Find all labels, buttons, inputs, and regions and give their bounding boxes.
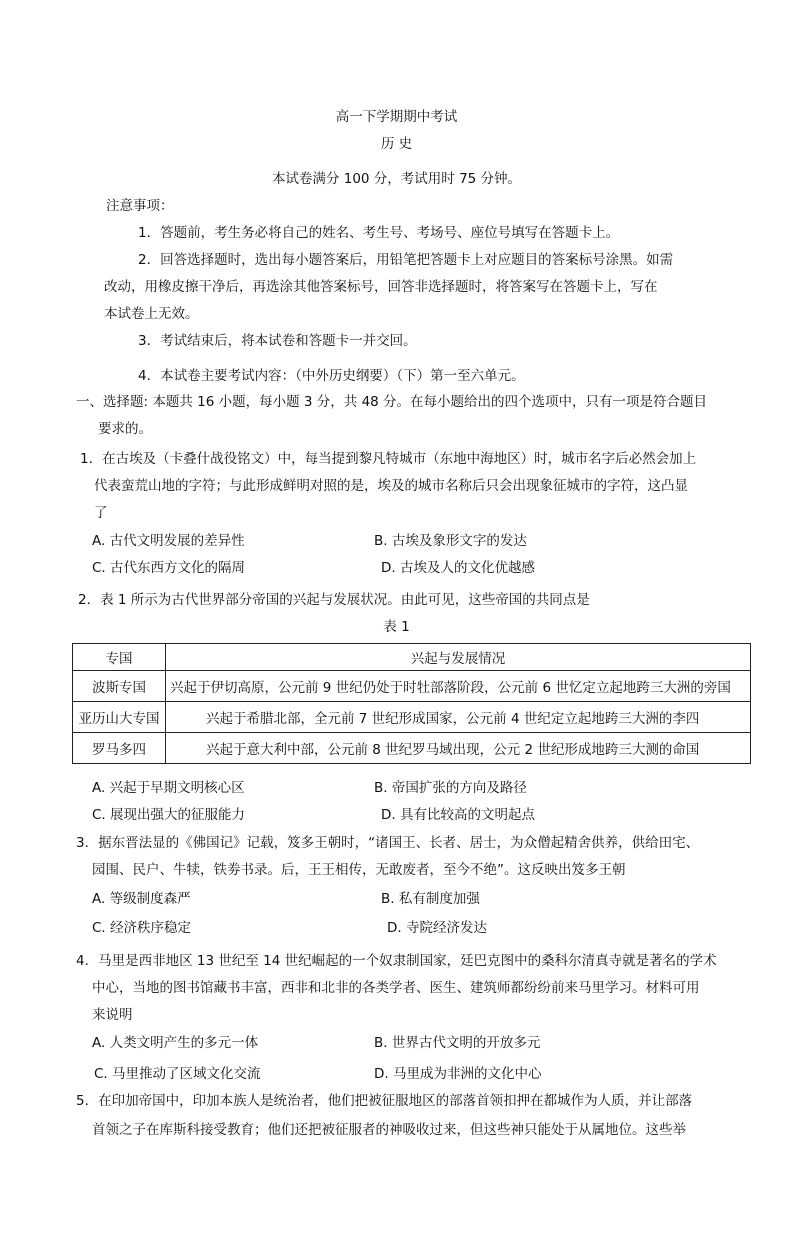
notice-item: 3．考试结束后，将本试卷和答题卡一并交回。 bbox=[138, 333, 417, 349]
exam-info: 本试卷满分 100 分，考试用时 75 分钟。 bbox=[271, 171, 522, 187]
section-heading: 一、选择题: 本题共 16 小题，每小题 3 分，共 48 分。在每小题给出的四个选项中，只有一项是符合题目 bbox=[76, 394, 708, 410]
notice-item: 2．回答选择题时，选出每小题答案后，用铅笔把答题卡上对应题目的答案标号涂黑。如需 bbox=[138, 252, 674, 268]
question-2-option-b: B. 帝国扩张的方向及路径 bbox=[374, 780, 527, 796]
notice-item: 改动，用橡皮擦干净后，再选涂其他答案标号，回答非选择题时，将答案写在答题卡上，写在 bbox=[104, 279, 658, 295]
question-4-text: 来说明 bbox=[92, 1007, 133, 1023]
question-4-text: 中心，当地的图书馆藏书丰富，西非和北非的各类学者、医生、建筑师都纷纷前来马里学习。材料可用 bbox=[92, 980, 700, 996]
question-2-option-a: A. 兴起于早期文明核心区 bbox=[92, 780, 245, 796]
table-header-row bbox=[73, 644, 751, 671]
table-row bbox=[73, 671, 751, 702]
table-cell: 兴起于伊切高原，公元前 9 世纪仍处于时牡部落阶段，公元前 6 世忆定立起地跨三大洲的旁国 bbox=[166, 671, 751, 702]
table-row bbox=[73, 733, 751, 764]
question-3-text: 园围、民户、牛犊，铁劵书录。后，王王相传，无敢废者，至今不绝”。这反映出笈多王朝 bbox=[92, 862, 626, 878]
notice-item: 1．答题前，考生务必将自己的姓名、考生号、考场号、座位号填写在答题卡上。 bbox=[138, 225, 620, 241]
table-cell: 罗马多四 bbox=[73, 733, 166, 764]
question-3-option-c: C. 经济秩序稳定 bbox=[92, 920, 192, 936]
question-1-text: 代表蛮荒山地的字符；与此形成鲜明对照的是，埃及的城市名称后只会出现象征城市的字符，这凸显 bbox=[94, 478, 688, 494]
question-2-option-c: C. 展现出强大的征服能力 bbox=[92, 807, 246, 823]
table-header-cell: 兴起与发展情况 bbox=[166, 644, 751, 671]
table-cell: 兴起于希腊北部，全元前 7 世纪形成国家，公元前 4 世纪定立起地跨三大洲的李四 bbox=[166, 702, 751, 733]
exam-subject: 历 史 bbox=[380, 136, 413, 152]
notice-heading: 注意事项： bbox=[106, 198, 174, 214]
question-5-text: 5．在印加帝国中，印加本族人是统治者，他们把被征服地区的部落首领扣押在都城作为人质，并让部落 bbox=[76, 1093, 693, 1109]
question-3-text: 3．据东晋法显的《佛国记》记载，笈多王朝时，“诸国王、长者、居士，为众僧起精舍供养，供给田宅、 bbox=[76, 835, 700, 851]
question-4-option-b: B. 世界古代文明的开放多元 bbox=[374, 1035, 541, 1051]
question-1-text: 1．在古埃及（卡叠什战役铭文）中，每当提到黎凡特城市（东地中海地区）时，城市名字后必然会加上 bbox=[80, 451, 697, 467]
table-caption: 表 1 bbox=[383, 619, 410, 635]
notice-item: 本试卷上无效。 bbox=[104, 306, 199, 322]
exam-title: 高一下学期期中考试 bbox=[335, 109, 458, 125]
question-3-option-b: B. 私有制度加强 bbox=[381, 891, 480, 907]
empire-table bbox=[72, 643, 751, 764]
table-header-cell: 专国 bbox=[73, 644, 166, 671]
section-heading-cont: 要求的。 bbox=[98, 421, 152, 437]
question-4-option-c: C. 马里推动了区域文化交流 bbox=[94, 1066, 261, 1082]
question-4-text: 4．马里是西非地区 13 世纪至 14 世纪崛起的一个奴隶制国家，廷巴克图中的桑科尔清真寺就是著名的学术 bbox=[76, 953, 717, 969]
question-4-option-a: A. 人类文明产生的多元一体 bbox=[92, 1035, 259, 1051]
table-cell: 亚历山大专国 bbox=[73, 702, 166, 733]
question-5-text: 首领之子在库斯科接受教育；他们还把被征服者的神吸收过来，但这些神只能处于从属地位。这些举 bbox=[92, 1122, 686, 1138]
question-1-option-d: D. 古埃及人的文化优越感 bbox=[381, 560, 535, 576]
table-row bbox=[73, 702, 751, 733]
question-1-option-a: A. 古代文明发展的差异性 bbox=[92, 533, 245, 549]
question-2-text: 2．表 1 所示为古代世界部分帝国的兴起与发展状况。由此可见，这些帝国的共同点是 bbox=[78, 592, 590, 608]
question-1-option-b: B. 古埃及象形文字的发达 bbox=[374, 533, 527, 549]
question-1-text: 了 bbox=[94, 505, 108, 521]
question-1-option-c: C. 古代东西方文化的隔周 bbox=[92, 560, 246, 576]
notice-item: 4．本试卷主要考试内容：（中外历史纲要）（下）第一至六单元。 bbox=[138, 368, 525, 384]
table-cell: 波斯专国 bbox=[73, 671, 166, 702]
question-3-option-d: D. 寺院经济发达 bbox=[387, 920, 487, 936]
question-4-option-d: D. 马里成为非洲的文化中心 bbox=[374, 1066, 542, 1082]
table-cell: 兴起于意大利中部，公元前 8 世纪罗马域出现，公元 2 世纪形成地跨三大测的命国 bbox=[166, 733, 751, 764]
question-2-option-d: D. 具有比较高的文明起点 bbox=[381, 807, 535, 823]
question-3-option-a: A. 等级制度森严 bbox=[92, 891, 191, 907]
